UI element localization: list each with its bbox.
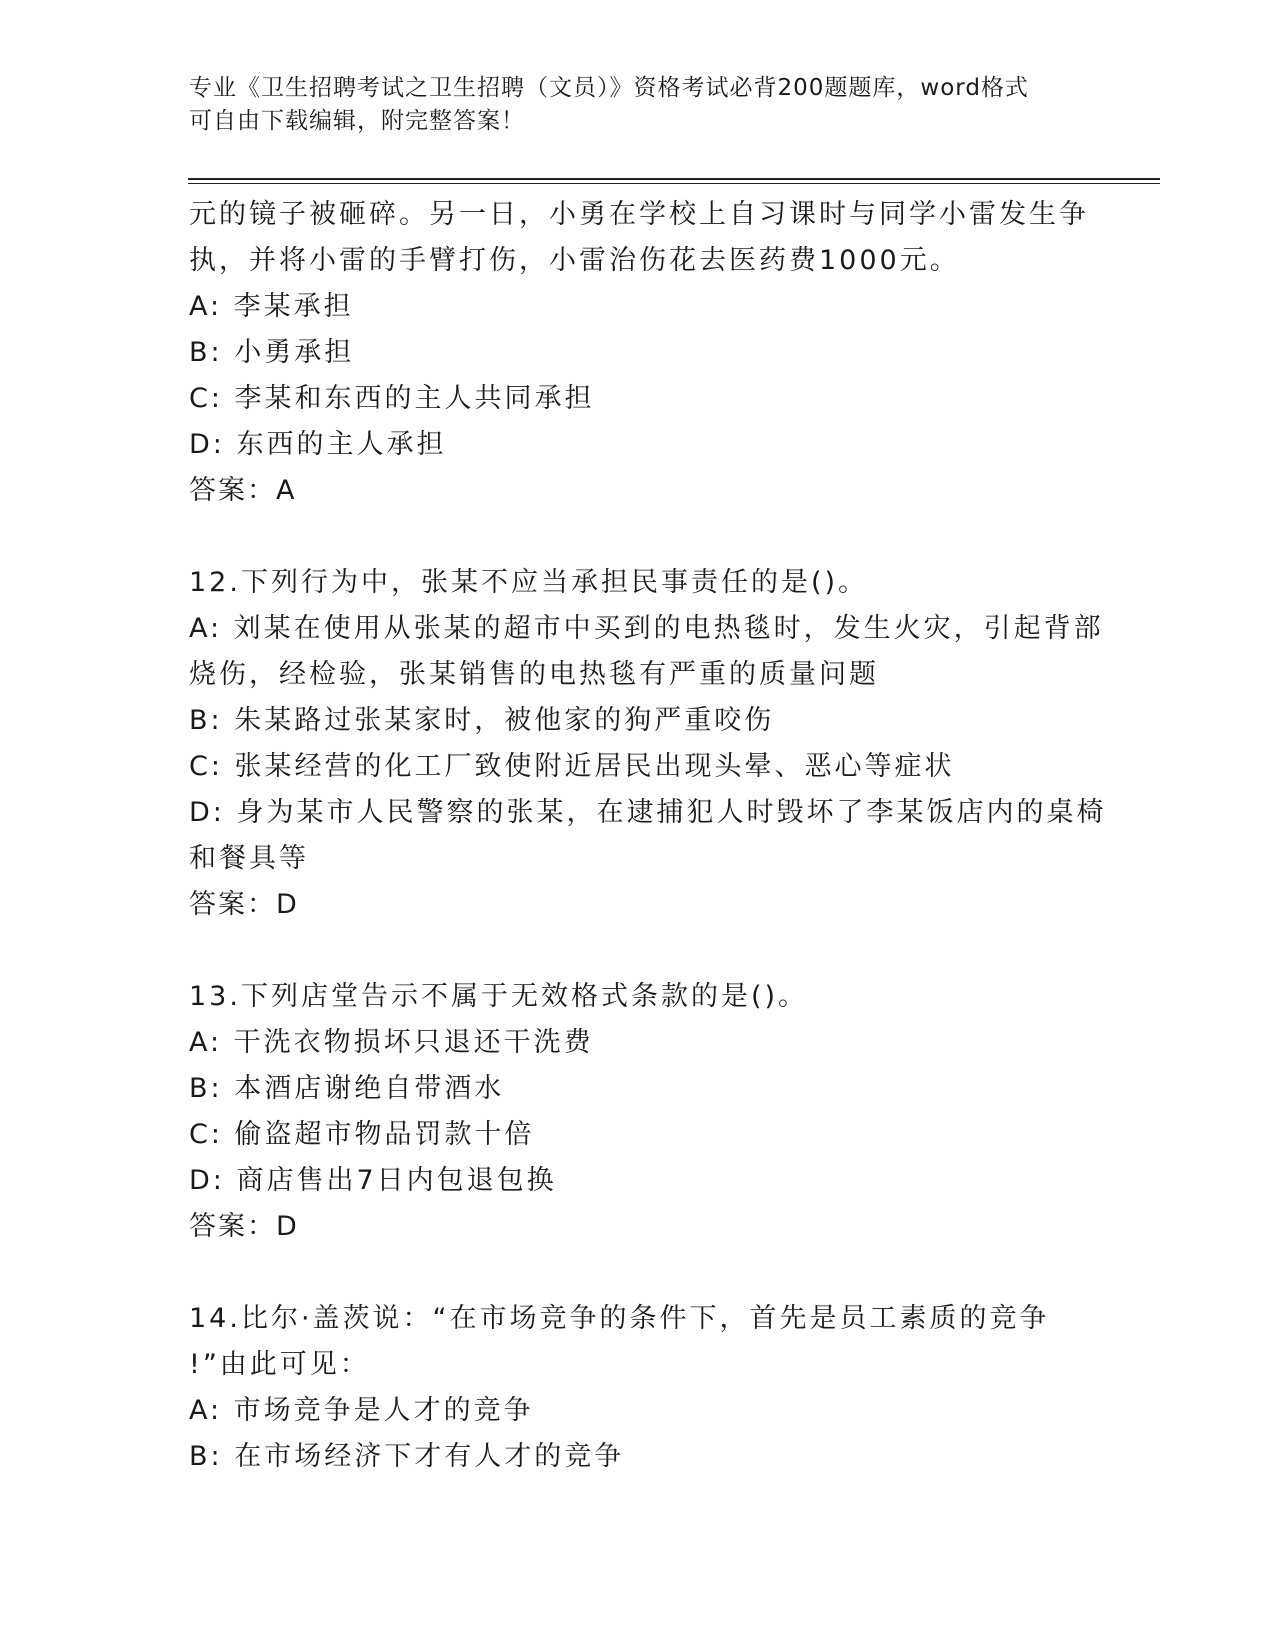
header-rule-thick	[188, 178, 1160, 180]
question-text-line: 执，并将小雷的手臂打伤，小雷治伤花去医药费1000元。	[189, 245, 960, 276]
option-c: C: 偷盗超市物品罚款十倍	[189, 1119, 535, 1150]
answer-line: 答案：D	[189, 1211, 299, 1242]
question-stem: 12.下列行为中，张某不应当承担民事责任的是()。	[189, 567, 869, 598]
question-spacer	[189, 514, 1089, 560]
option-a: A: 刘某在使用从张某的超市中买到的电热毯时，发生火灾，引起背部	[189, 613, 1104, 644]
option-d: D: 东西的主人承担	[189, 429, 447, 460]
option-b: B: 小勇承担	[189, 337, 355, 368]
question-13	[189, 974, 1089, 1250]
header-rule-thin	[188, 183, 1160, 184]
question-spacer	[189, 1250, 1089, 1296]
question-11-continuation	[189, 192, 1089, 514]
header-title-line-1: 专业《卫生招聘考试之卫生招聘（文员）》资格考试必背200题题库，word格式	[189, 75, 1029, 101]
option-a: A: 李某承担	[189, 291, 354, 322]
option-b: B: 在市场经济下才有人才的竞争	[189, 1441, 625, 1472]
option-c: C: 李某和东西的主人共同承担	[189, 383, 595, 414]
question-14	[189, 1296, 1089, 1480]
option-d: D: 身为某市人民警察的张某，在逮捕犯人时毁坏了李某饭店内的桌椅	[189, 797, 1107, 828]
question-stem-continued: !”由此可见：	[189, 1349, 370, 1380]
document-header	[189, 72, 1089, 138]
answer-line: 答案：D	[189, 889, 299, 920]
document-body	[189, 192, 1107, 1480]
option-a: A: 市场竞争是人才的竞争	[189, 1395, 534, 1426]
question-text-line: 元的镜子被砸碎。另一日，小勇在学校上自习课时与同学小雷发生争	[189, 199, 1089, 230]
answer-line: 答案：A	[189, 475, 297, 506]
question-stem: 14.比尔·盖茨说：“在市场竞争的条件下，首先是员工素质的竞争	[189, 1303, 1050, 1334]
option-a: A: 干洗衣物损坏只退还干洗费	[189, 1027, 594, 1058]
header-title-line-2: 可自由下载编辑，附完整答案！	[189, 108, 525, 134]
question-12	[189, 560, 1107, 928]
option-a-continued: 烧伤，经检验，张某销售的电热毯有严重的质量问题	[189, 659, 879, 690]
option-b: B: 本酒店谢绝自带酒水	[189, 1073, 505, 1104]
option-d-continued: 和餐具等	[189, 843, 309, 874]
option-d: D: 商店售出7日内包退包换	[189, 1165, 557, 1196]
option-c: C: 张某经营的化工厂致使附近居民出现头晕、恶心等症状	[189, 751, 955, 782]
question-stem: 13.下列店堂告示不属于无效格式条款的是()。	[189, 981, 809, 1012]
question-spacer	[189, 928, 1089, 974]
option-b: B: 朱某路过张某家时，被他家的狗严重咬伤	[189, 705, 775, 736]
